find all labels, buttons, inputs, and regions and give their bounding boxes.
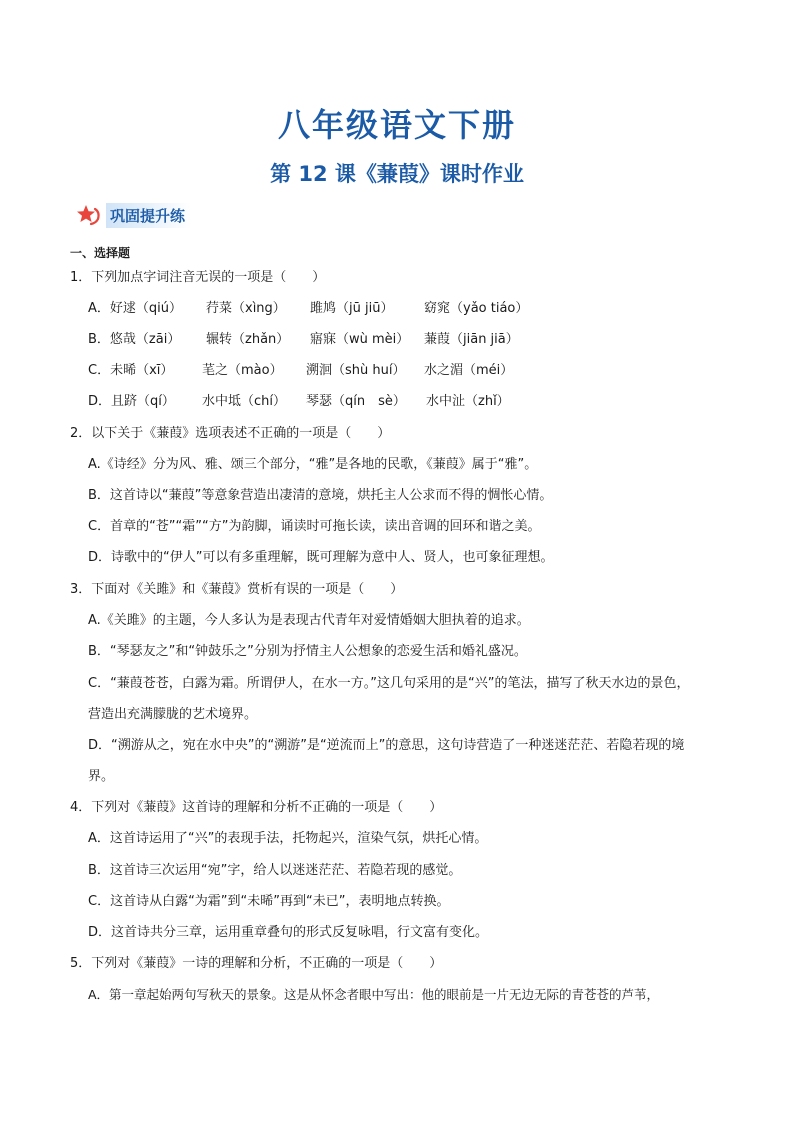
q5-stem: 5．下列对《蒹葭》一诗的理解和分析，不正确的一项是（ ） [70,956,443,971]
q4-option-c: C．这首诗从白露“为霜”到“未晞”再到“未已”，表明地点转换。 [88,894,450,909]
q3-option-c-cont: 营造出充满朦胧的艺术境界。 [88,707,258,722]
q4-option-a: A．这首诗运用了“兴”的表现手法，托物起兴，渲染气氛，烘托心情。 [88,831,488,846]
page-subtitle: 第 12 课《蒹葭》课时作业 [270,162,524,186]
q2-option-a: A.《诗经》分为风、雅、颂三个部分，“雅”是各地的民歌，《蒹葭》属于“雅”。 [88,457,538,472]
q4-stem: 4．下列对《蒹葭》这首诗的理解和分析不正确的一项是（ ） [70,800,443,815]
q1-stem: 1．下列加点字词注音无误的一项是（ ） [70,270,326,285]
q1-option-b: B．悠哉（zāi） 辗转（zhǎn） 寤寐（wù mèi） 蒹葭（jiān jiā） [88,332,519,347]
q3-option-d-cont: 界。 [88,769,115,784]
section-heading: 一、选择题 [70,246,131,260]
section-label: 巩固提升练 [106,203,191,228]
q2-stem: 2．以下关于《蒹葭》选项表述不正确的一项是（ ） [70,426,391,441]
q5-option-a: A．第一章起始两句写秋天的景象。这是从怀念者眼中写出：他的眼前是一片无边无际的青苍苍的芦苇， [88,987,660,1002]
q3-option-a: A.《关雎》的主题，今人多认为是表现古代青年对爱情婚姻大胆执着的追求。 [88,613,530,628]
q4-option-d: D．这首诗共分三章，运用重章叠句的形式反复咏唱，行文富有变化。 [88,925,489,940]
star-icon [76,203,102,227]
q2-option-b: B．这首诗以“蒹葭”等意象营造出凄清的意境，烘托主人公求而不得的惆怅心情。 [88,488,553,503]
page-title: 八年级语文下册 [277,106,516,144]
q2-option-c: C．首章的“苍”“霜”“方”为韵脚，诵读时可拖长读，读出音调的回环和谐之美。 [88,519,541,534]
q2-option-d: D．诗歌中的“伊人”可以有多重理解，既可理解为意中人、贤人，也可象征理想。 [88,550,554,565]
section-badge [76,202,191,228]
q1-option-a: A．好逑（qiú） 荇菜（xìng） 雎鸠（jū jiū） 窈窕（yǎo tiáo） [88,301,529,316]
q3-option-b: B．“琴瑟友之”和“钟鼓乐之”分别为抒情主人公想象的恋爱生活和婚礼盛况。 [88,644,527,659]
q1-option-d: D．且跻（qí） 水中坻（chí） 琴瑟（qín sè） 水中沚（zhǐ） [88,394,510,409]
q3-option-d: D．“溯游从之，宛在水中央”的“溯游”是“逆流而上”的意思，这句诗营造了一种迷迷茫茫、若隐若现的境 [88,738,685,753]
q3-option-c: C．“蒹葭苍苍，白露为霜。所谓伊人，在水一方。”这几句采用的是“兴”的笔法，描写了秋天水边的景色， [88,676,690,691]
q1-option-c: C．未晞（xī） 芼之（mào） 溯洄（shù huí） 水之湄（méi） [88,363,514,378]
q4-option-b: B．这首诗三次运用“宛”字，给人以迷迷茫茫、若隐若现的感觉。 [88,863,462,878]
q3-stem: 3．下面对《关雎》和《蒹葭》赏析有误的一项是（ ） [70,582,404,597]
